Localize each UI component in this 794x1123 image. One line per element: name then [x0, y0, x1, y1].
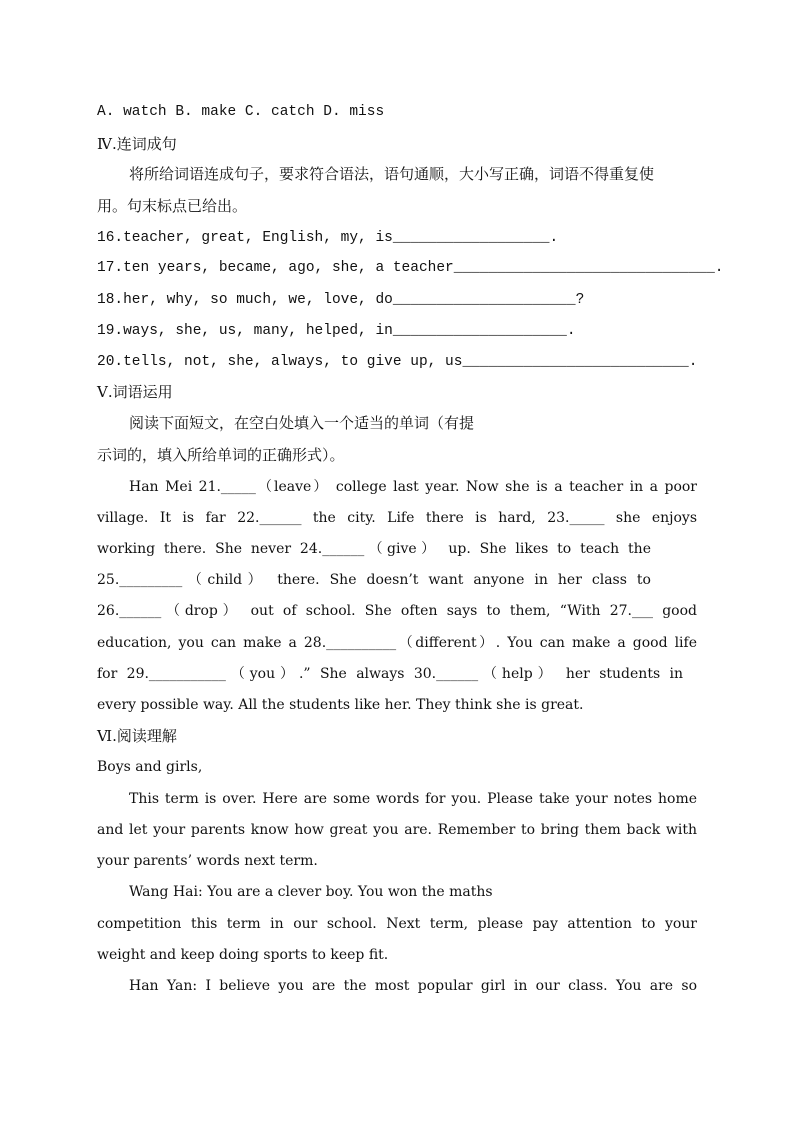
- letter-para-1-line-3: your parents’ words next term.: [97, 853, 318, 869]
- cloze-line-2: village. It is far 22.______ the city. Life there is hard, 23._____ she enjoys: [97, 510, 697, 526]
- letter-han-yan-line-1: Han Yan: I believe you are the most popular girl in our class. You are so: [129, 978, 697, 994]
- section-4-instruction-line-2: 用。句末标点已给出。: [97, 197, 248, 215]
- cloze-line-5: 26.______（drop） out of school. She often says to them, “With 27.___ good: [97, 603, 697, 619]
- q19: 19.ways, she, us, many, helped, in____________________.: [97, 323, 576, 339]
- letter-wang-hai-line-2: competition this term in our school. Next term, please pay attention to your: [97, 916, 697, 932]
- cloze-line-1: Han Mei 21._____（leave） college last year. Now she is a teacher in a poor: [129, 479, 697, 495]
- q16: 16.teacher, great, English, my, is__________________.: [97, 230, 559, 246]
- letter-para-1-line-1: This term is over. Here are some words for you. Please take your notes home: [129, 791, 697, 807]
- q15-options: A. watch B. make C. catch D. miss: [97, 104, 385, 120]
- cloze-line-3: working there. She never 24.______（give） up. She likes to teach the: [97, 541, 651, 557]
- cloze-line-6: education, you can make a 28.__________（different）. You can make a good life: [97, 635, 697, 651]
- section-5-heading: Ⅴ.词语运用: [97, 383, 173, 401]
- cloze-line-4: 25._________（child） there. She doesn’t want anyone in her class to: [97, 572, 651, 588]
- section-4-heading: Ⅳ.连词成句: [97, 135, 177, 153]
- section-4-instruction-line-1: 将所给词语连成句子，要求符合语法，语句通顺，大小写正确，词语不得重复使: [129, 165, 655, 183]
- cloze-line-7: for 29.___________（you）.” She always 30.______（help） her students in: [97, 666, 683, 682]
- section-5-instruction-line-2: 示词的，填入所给单词的正确形式）。: [97, 446, 345, 464]
- letter-salutation: Boys and girls,: [97, 759, 203, 775]
- section-6-heading: Ⅵ.阅读理解: [97, 727, 177, 745]
- letter-wang-hai-line-3: weight and keep doing sports to keep fit.: [97, 947, 389, 963]
- q17: 17.ten years, became, ago, she, a teacher______________________________.: [97, 260, 724, 276]
- section-5-instruction-line-1: 阅读下面短文，在空白处填入一个适当的单词（有提: [129, 414, 475, 432]
- q20: 20.tells, not, she, always, to give up, us__________________________.: [97, 354, 698, 370]
- cloze-line-8: every possible way. All the students like her. They think she is great.: [97, 697, 584, 713]
- letter-para-1-line-2: and let your parents know how great you are. Remember to bring them back with: [97, 822, 697, 838]
- q18: 18.her, why, so much, we, love, do_____________________?: [97, 292, 585, 308]
- letter-wang-hai-line-1: Wang Hai: You are a clever boy. You won the maths: [129, 884, 493, 900]
